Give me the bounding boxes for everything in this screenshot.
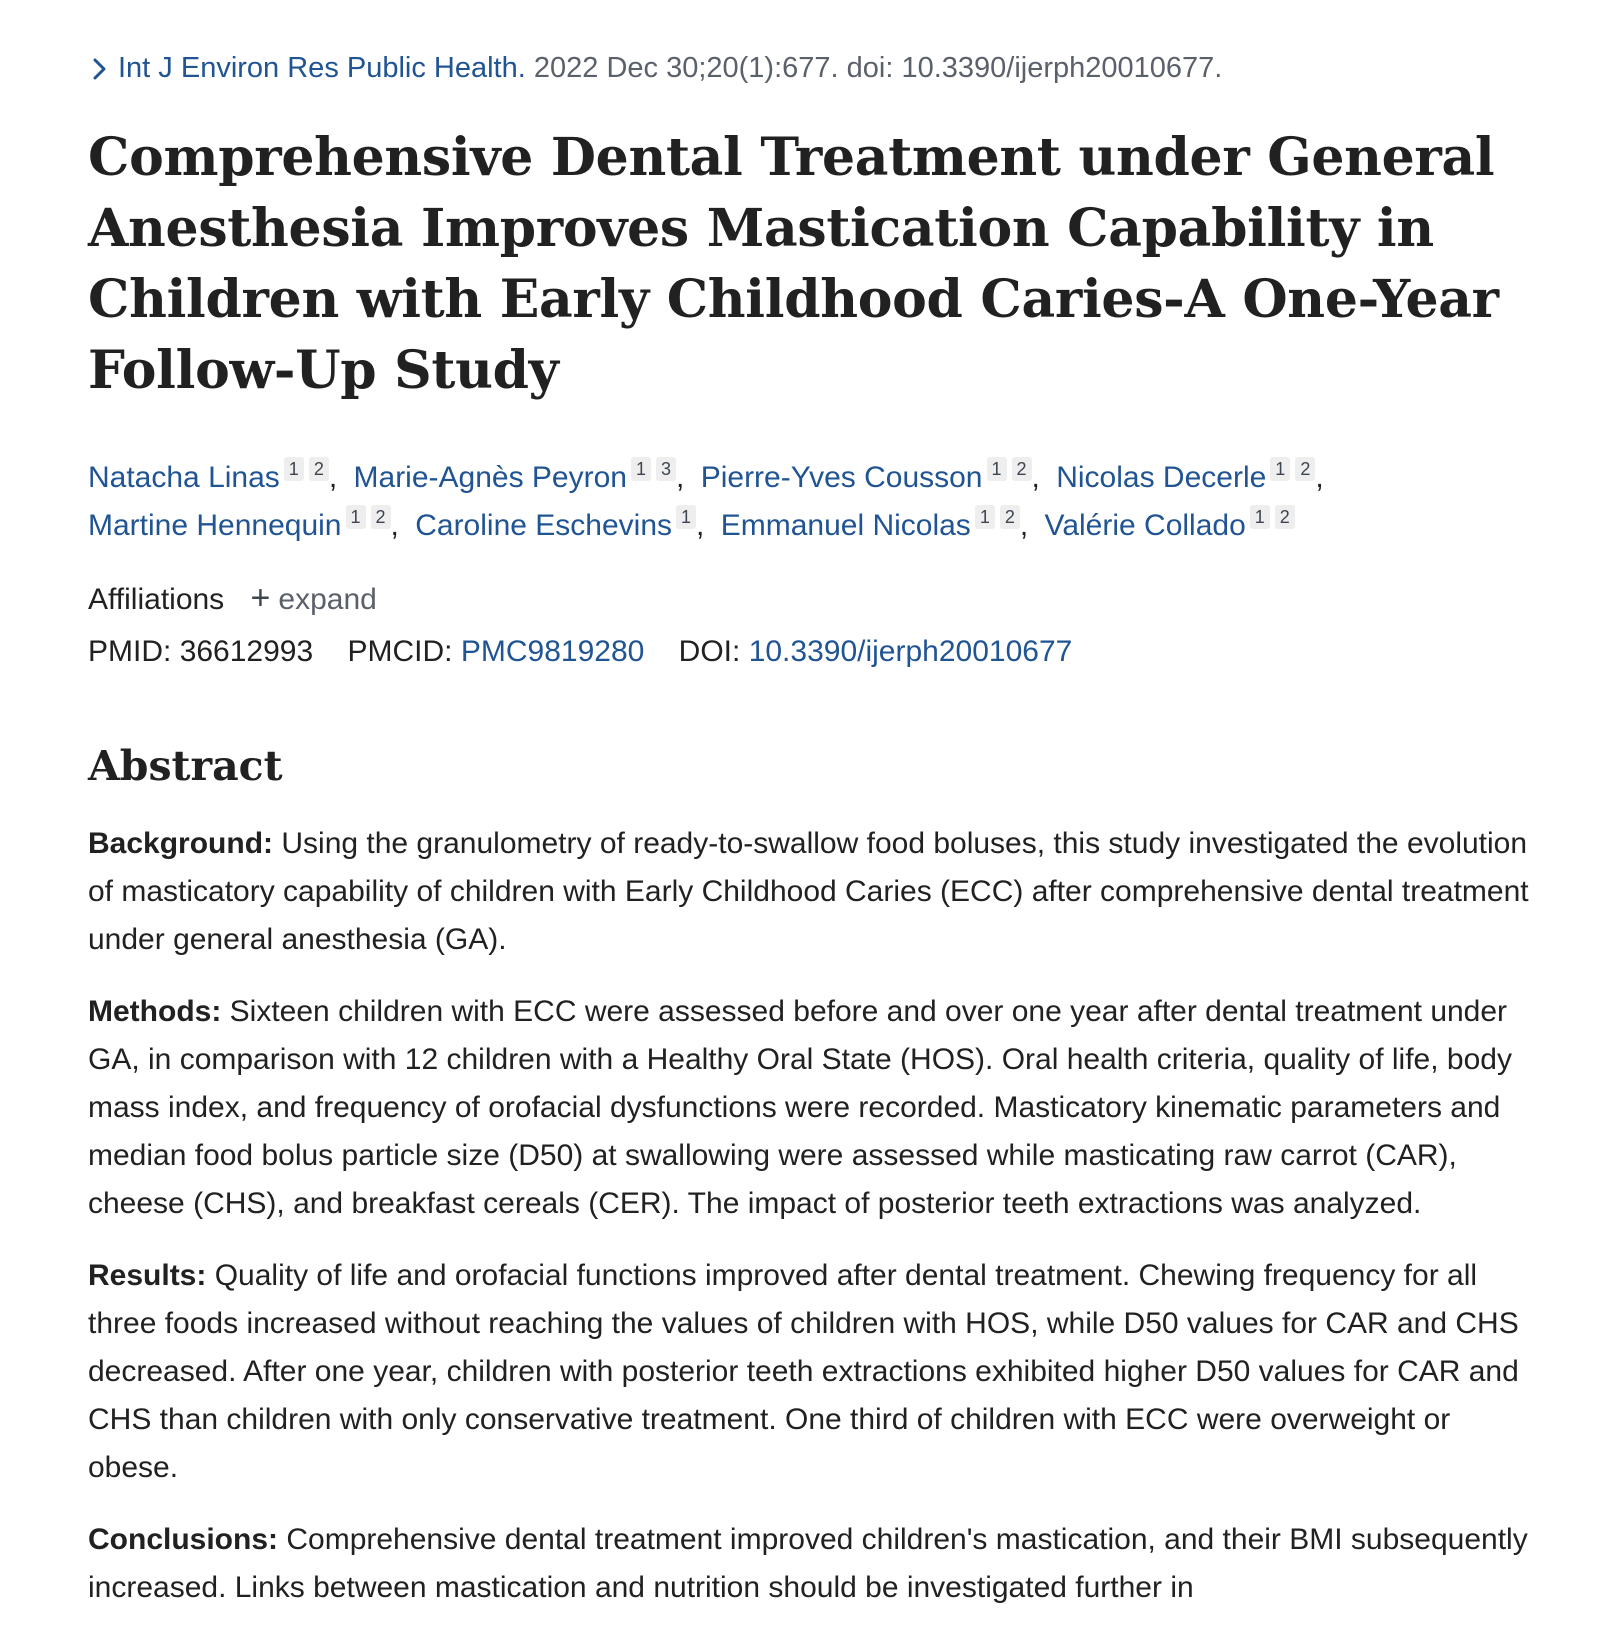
abstract-heading: Abstract <box>88 742 283 790</box>
pmid-block <box>88 635 313 668</box>
authors-list: Natacha Linas 1 2 , Marie-Agnès Peyron 1 3 , Pierre-Yves Cousson 1 2 , Nicolas Decerle 1 2 , Martine Hennequin 1 2 , Caroline Eschevins 1 , Emmanuel Nicolas 1 2 , Valérie Collado 1 2 <box>88 459 1324 542</box>
affiliation-ref[interactable]: 1 <box>284 457 304 481</box>
author-link[interactable]: Nicolas Decerle <box>1056 461 1267 494</box>
section-label: Conclusions: <box>88 1523 279 1556</box>
affiliation-ref[interactable]: 2 <box>1295 457 1315 481</box>
section-label: Results: <box>88 1259 207 1292</box>
affiliation-ref[interactable]: 2 <box>1275 505 1295 529</box>
affiliation-ref[interactable]: 2 <box>309 457 329 481</box>
plus-icon: + <box>250 579 271 617</box>
abstract-methods <box>88 988 1538 1228</box>
author-link[interactable]: Caroline Eschevins <box>415 509 673 542</box>
author-link[interactable]: Marie-Agnès Peyron <box>353 461 627 494</box>
author-link[interactable]: Emmanuel Nicolas <box>720 509 971 542</box>
pmcid-block <box>348 635 645 668</box>
author-link[interactable]: Valérie Collado <box>1044 509 1246 542</box>
author-link[interactable]: Martine Hennequin <box>88 509 342 542</box>
affiliations-row <box>88 578 377 620</box>
author-item <box>354 461 677 494</box>
abstract-background <box>88 820 1538 964</box>
author-item <box>1045 509 1295 542</box>
author-item <box>415 509 696 542</box>
journal-link[interactable]: Int J Environ Res Public Health. <box>118 52 526 84</box>
identifiers-row <box>88 632 1098 672</box>
section-label: Background: <box>88 827 274 860</box>
affiliation-ref[interactable]: 1 <box>676 505 696 529</box>
author-link[interactable]: Natacha Linas <box>88 461 280 494</box>
pmid-label: PMID: <box>88 635 172 668</box>
doi-block <box>679 635 1073 668</box>
citation-line <box>88 48 1222 88</box>
affiliation-ref[interactable]: 2 <box>1000 505 1020 529</box>
affiliation-ref[interactable]: 1 <box>987 457 1007 481</box>
affiliations-label: Affiliations <box>88 583 225 616</box>
abstract-body <box>88 820 1538 1636</box>
author-item <box>1056 461 1315 494</box>
affiliations-expand-button[interactable] <box>250 579 377 617</box>
affiliation-ref[interactable]: 1 <box>975 505 995 529</box>
affiliation-ref[interactable]: 2 <box>371 505 391 529</box>
affiliation-ref[interactable]: 1 <box>1250 505 1270 529</box>
pmid-value: 36612993 <box>179 635 314 668</box>
affiliation-ref[interactable]: 1 <box>631 457 651 481</box>
section-text: Sixteen children with ECC were assessed before and over one year after dental treatment under GA, in comparison with 12 children with a Healthy Oral State (HOS). Oral health criteria, quality of life, body mass index, and frequency of orofacial dysfunctions were recorded. Masticatory kinematic parameters and median food bolus particle size (D50) at swallowing were assessed while masticating raw carrot (CAR), cheese (CHS), and breakfast cereals (CER). The impact of posterior teeth extractions was analyzed. <box>88 995 1512 1220</box>
section-text: Comprehensive dental treatment improved children's mastication, and their BMI subsequently increased. Links between mastication and nutrition should be investigated further in <box>88 1523 1528 1604</box>
expand-label: expand <box>278 583 377 616</box>
abstract-results <box>88 1252 1538 1492</box>
doi-link[interactable]: 10.3390/ijerph20010677 <box>748 635 1073 668</box>
abstract-conclusions <box>88 1516 1538 1612</box>
pmcid-link[interactable]: PMC9819280 <box>460 635 645 668</box>
section-text: Quality of life and orofacial functions improved after dental treatment. Chewing frequency for all three foods increased without reaching the values of children with HOS, while D50 values for CAR and CHS decreased. After one year, children with posterior teeth extractions exhibited higher D50 values for CAR and CHS than children with only conservative treatment. One third of children with ECC were overweight or obese. <box>88 1259 1519 1484</box>
affiliation-ref[interactable]: 3 <box>656 457 676 481</box>
doi-label: DOI: <box>678 635 741 668</box>
author-item <box>88 461 329 494</box>
author-item <box>701 461 1032 494</box>
author-link[interactable]: Pierre-Yves Cousson <box>700 461 983 494</box>
section-label: Methods: <box>88 995 222 1028</box>
chevron-right-icon[interactable] <box>88 56 110 82</box>
affiliation-ref[interactable]: 2 <box>1012 457 1032 481</box>
article-title: Comprehensive Dental Treatment under General Anesthesia Improves Mastication Capability in Children with Early Childhood Caries-A One-Year Follow-Up Study <box>88 127 1499 401</box>
citation-details: 2022 Dec 30;20(1):677. doi: 10.3390/ijerph20010677. <box>533 52 1223 84</box>
affiliation-ref[interactable]: 1 <box>346 505 366 529</box>
pmcid-label: PMCID: <box>347 635 453 668</box>
affiliation-ref[interactable]: 1 <box>1270 457 1290 481</box>
section-text: Using the granulometry of ready-to-swallow food boluses, this study investigated the evolution of masticatory capability of children with Early Childhood Caries (ECC) after comprehensive dental treatment under general anesthesia (GA). <box>88 827 1529 956</box>
author-item <box>88 509 391 542</box>
author-item <box>721 509 1020 542</box>
